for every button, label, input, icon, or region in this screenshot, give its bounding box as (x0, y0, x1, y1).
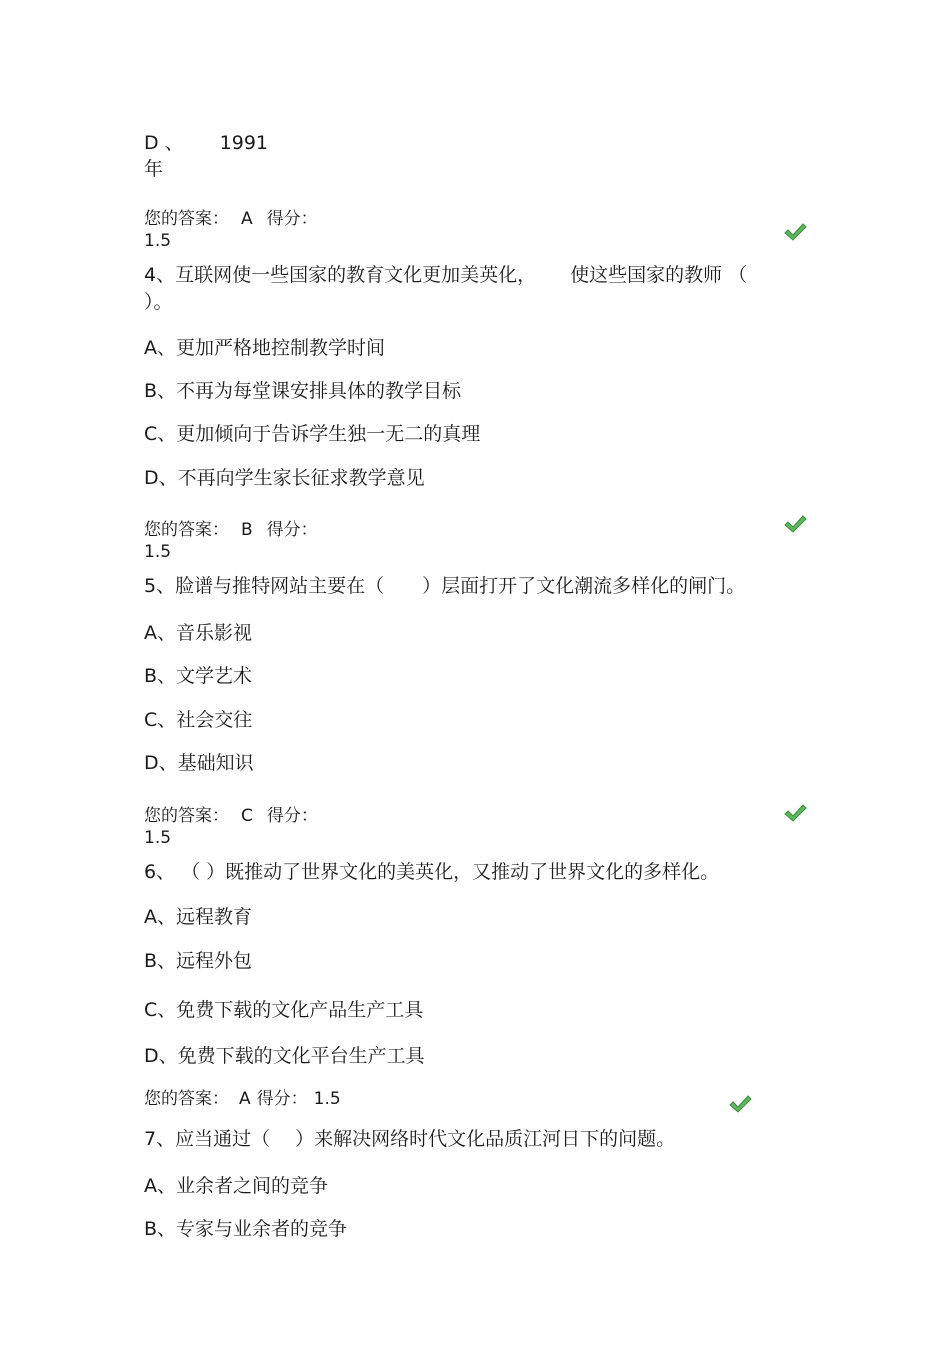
option-label: D 、 (144, 132, 184, 154)
answer-label: 您的答案： (144, 1089, 229, 1109)
option-a: A、音乐影视 (144, 622, 252, 644)
answer-value: C (241, 806, 253, 826)
option-b: B、不再为每堂课安排具体的教学目标 (144, 380, 462, 402)
option-d: D、不再向学生家长征求教学意见 (144, 467, 425, 489)
question-stem: 6、 （ ）既推动了世界文化的美英化，又推动了世界文化的多样化。 (144, 861, 720, 883)
check-mark-icon (783, 802, 807, 824)
answer-value: A (241, 209, 253, 229)
option-c: C、免费下载的文化产品生产工具 (144, 999, 424, 1021)
score-label: 得分： (256, 1089, 308, 1109)
score-value: 1.5 (144, 828, 172, 848)
answer-line (144, 1088, 341, 1110)
answer-line (144, 208, 318, 230)
check-mark-icon (728, 1093, 752, 1115)
option-b: B、远程外包 (144, 950, 253, 972)
option-a: A、远程教育 (144, 906, 252, 928)
check-mark-icon (783, 221, 807, 243)
answer-label: 您的答案： (144, 520, 229, 540)
option-b: B、专家与业余者的竞争 (144, 1218, 348, 1240)
option-b: B、文学艺术 (144, 665, 253, 687)
option-year: 1991 (219, 132, 269, 154)
score-label: 得分： (266, 520, 318, 540)
answer-label: 您的答案： (144, 209, 229, 229)
score-value: 1.5 (313, 1089, 341, 1109)
check-mark-icon (783, 513, 807, 535)
option-c: C、社会交往 (144, 709, 253, 731)
question-stem (144, 263, 747, 287)
question-stem: 5、脸谱与推特网站主要在（ ）层面打开了文化潮流多样化的闸门。 (144, 575, 746, 597)
score-value: 1.5 (144, 231, 172, 251)
option-d-unit: 年 (144, 158, 164, 180)
answer-line (144, 519, 318, 541)
option-c: C、更加倾向于告诉学生独一无二的真理 (144, 423, 481, 445)
answer-line (144, 805, 318, 827)
option-a: A、业余者之间的竞争 (144, 1175, 328, 1197)
score-value: 1.5 (144, 542, 172, 562)
answer-label: 您的答案： (144, 806, 229, 826)
question-stem: 7、应当通过（ ）来解决网络时代文化品质江河日下的问题。 (144, 1128, 676, 1150)
answer-value: B (241, 520, 253, 540)
score-label: 得分： (266, 209, 318, 229)
question-stem-part1: 4、互联网使一些国家的教育文化更加美英化， (144, 264, 537, 286)
question-stem-line2: ）。 (144, 291, 173, 313)
question-stem-part2: 使这些国家的教师 （ (570, 264, 748, 286)
option-a: A、更加严格地控制教学时间 (144, 337, 385, 359)
option-d-fragment (144, 131, 268, 155)
score-label: 得分： (266, 806, 318, 826)
answer-value: A (239, 1089, 251, 1109)
option-d: D、基础知识 (144, 752, 254, 774)
option-d: D、免费下载的文化平台生产工具 (144, 1045, 425, 1067)
